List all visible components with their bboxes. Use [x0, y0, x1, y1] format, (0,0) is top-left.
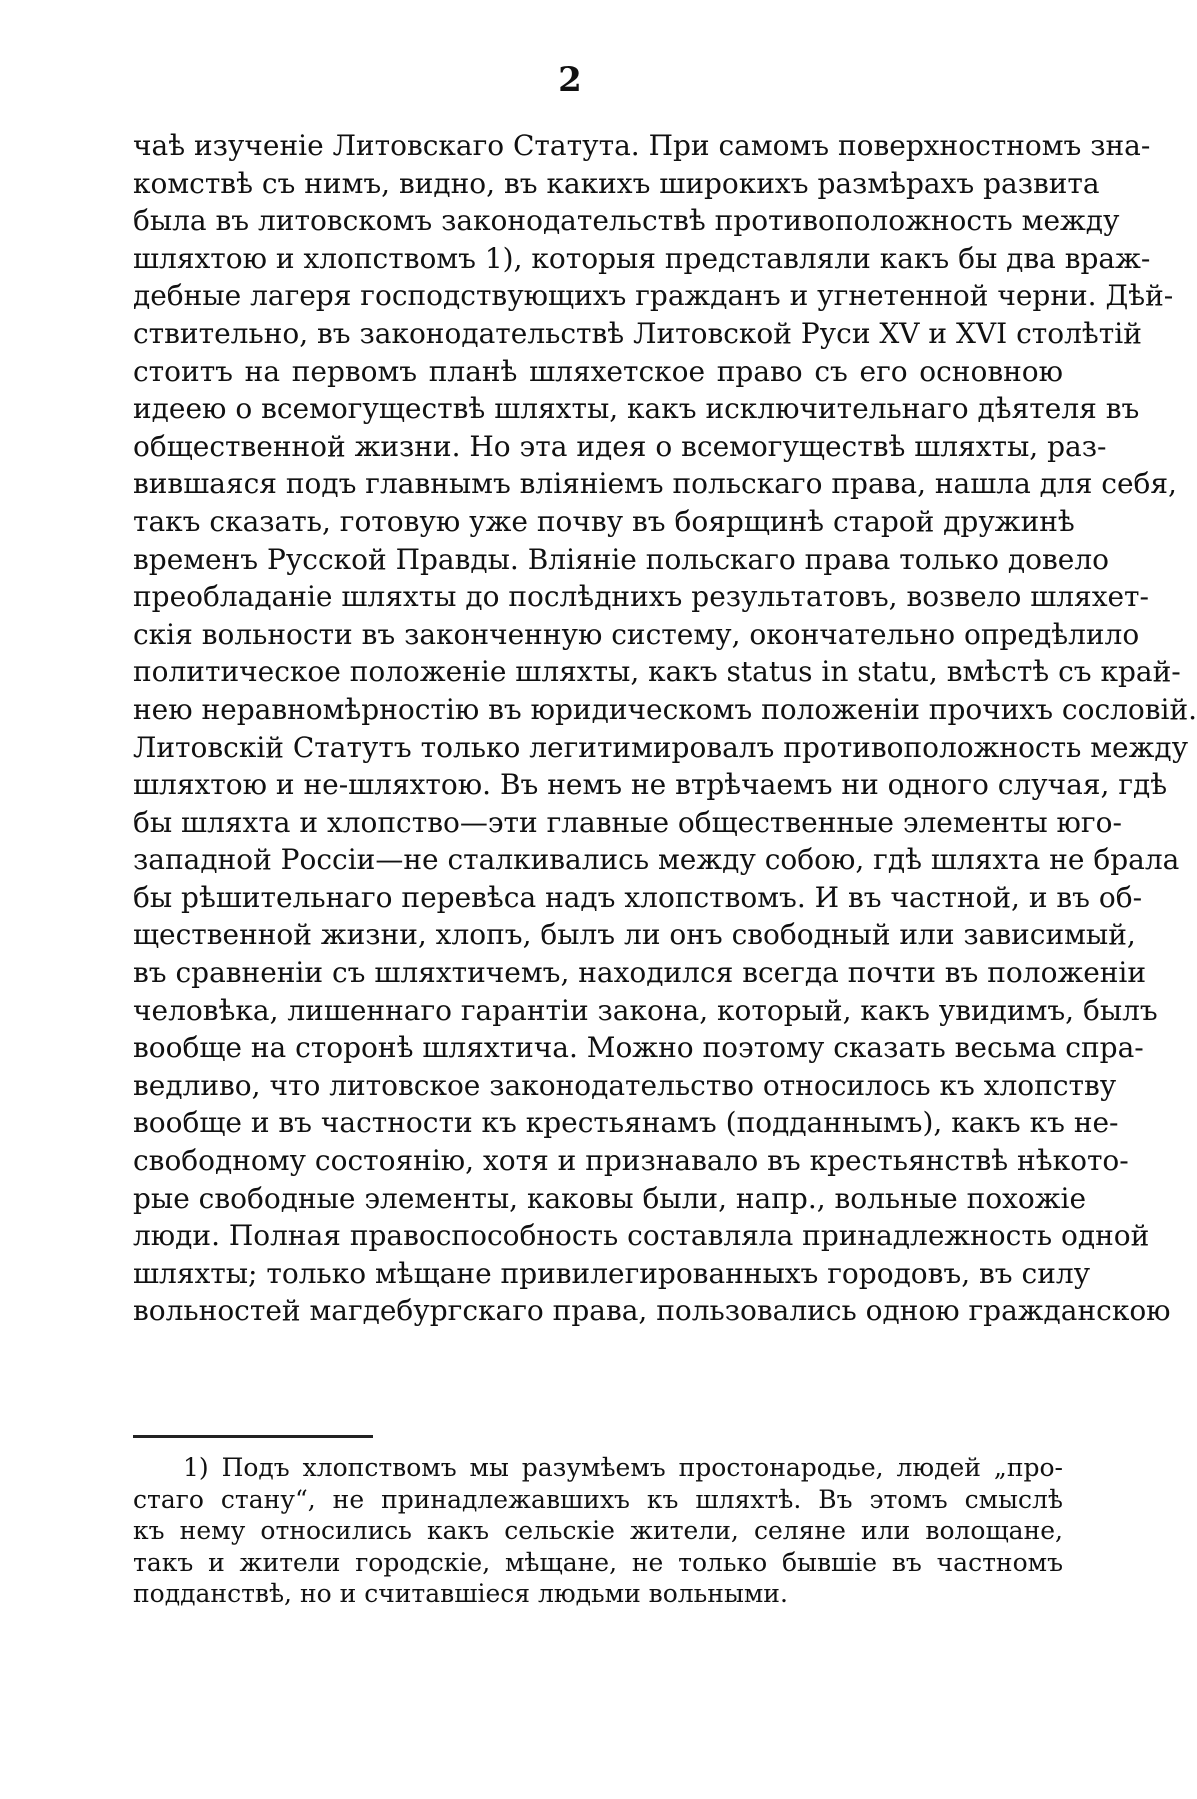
text-line: свободному состоянію, хотя и признавало въ крестьянствѣ нѣкото-: [133, 1144, 1129, 1178]
text-line: ствительно, въ законодательствѣ Литовской Руси XV и XVI столѣтій: [133, 316, 1142, 350]
text-line: бы рѣшительнаго перевѣса надъ хлопствомъ. И въ частной, и въ об-: [133, 880, 1143, 914]
text-line: идеею о всемогуществѣ шляхты, какъ исключительнаго дѣятеля въ: [133, 392, 1140, 426]
text-line: вообще на сторонѣ шляхтича. Можно поэтому сказать весьма спра-: [133, 1031, 1144, 1065]
footnote-line: 1) Подъ хлопствомъ мы разумѣемъ простонародье, людей „про-: [183, 1453, 1063, 1482]
text-line: рые свободные элементы, каковы были, напр., вольные похожіе: [133, 1181, 1087, 1215]
footnote-line: стаго стану“, не принадлежавшихъ къ шляхтѣ. Въ этомъ смыслѣ: [133, 1484, 1063, 1514]
text-line: нею неравномѣрностію въ юридическомъ положеніи прочихъ сословій.: [133, 692, 1197, 726]
text-line: вившаяся подъ главнымъ вліяніемъ польскаго права, нашла для себя,: [133, 467, 1177, 501]
text-line: люди. Полная правоспособность составляла принадлежность одной: [133, 1219, 1150, 1253]
text-line: шляхтою и хлопствомъ 1), которыя представляли какъ бы два враж-: [133, 241, 1151, 275]
text-line: шляхтою и не-шляхтою. Въ немъ не втрѣчаемъ ни одного случая, гдѣ: [133, 768, 1168, 802]
text-line: въ сравненіи съ шляхтичемъ, находился всегда почти въ положеніи: [133, 956, 1147, 990]
text-line: общественной жизни. Но эта идея о всемогуществѣ шляхты, раз-: [133, 429, 1107, 463]
footnote-line: къ нему относились какъ сельскіе жители, селяне или волощане,: [133, 1516, 1063, 1545]
text-line: шляхты; только мѣщане привилегированныхъ городовъ, въ силу: [133, 1256, 1091, 1290]
footnote: [133, 1452, 1063, 1610]
text-line: человѣка, лишеннаго гарантіи закона, который, какъ увидимъ, былъ: [133, 993, 1158, 1027]
text-line: преобладаніе шляхты до послѣднихъ результатовъ, возвело шляхет-: [133, 580, 1150, 614]
text-line: щественной жизни, хлопъ, былъ ли онъ свободный или зависимый,: [133, 918, 1136, 952]
text-line: стоитъ на первомъ планѣ шляхетское право съ его основною: [133, 354, 1063, 388]
footnote-divider: [133, 1435, 373, 1438]
text-line: комствѣ съ нимъ, видно, въ какихъ широкихъ размѣрахъ развита: [133, 166, 1100, 200]
text-line: политическое положеніе шляхты, какъ status in statu, вмѣстѣ съ край-: [133, 655, 1181, 689]
text-line: ведливо, что литовское законодательство относилось къ хлопству: [133, 1068, 1117, 1102]
body-text: [133, 127, 1197, 1330]
text-line: скія вольности въ законченную систему, окончательно опредѣлило: [133, 617, 1140, 651]
footnote-line: подданствѣ, но и считавшіеся людьми вольными.: [133, 1579, 788, 1608]
text-line: чаѣ изученіе Литовскаго Статута. При самомъ поверхностномъ зна-: [133, 129, 1151, 162]
footnote-line: такъ и жители городскіе, мѣщане, не только бывшіе въ частномъ: [133, 1547, 1063, 1577]
text-line: вольностей магдебургскаго права, пользовались одною гражданскою: [133, 1294, 1171, 1328]
text-line: дебные лагеря господствующихъ гражданъ и угнетенной черни. Дѣй-: [133, 279, 1174, 313]
text-line: вообще и въ частности къ крестьянамъ (подданнымъ), какъ къ не-: [133, 1106, 1119, 1140]
text-line: такъ сказать, готовую уже почву въ боярщинѣ старой дружинѣ: [133, 504, 1075, 538]
text-line: временъ Русской Правды. Вліяніе польскаго права только довело: [133, 542, 1109, 576]
text-line: бы шляхта и хлопство—эти главные общественные элементы юго-: [133, 805, 1122, 839]
text-line: западной Россіи—не сталкивались между собою, гдѣ шляхта не брала: [133, 843, 1180, 877]
text-line: Литовскій Статутъ только легитимировалъ противоположность между: [133, 730, 1189, 764]
text-line: была въ литовскомъ законодательствѣ противоположность между: [133, 204, 1120, 238]
page-number: 2: [558, 60, 582, 100]
